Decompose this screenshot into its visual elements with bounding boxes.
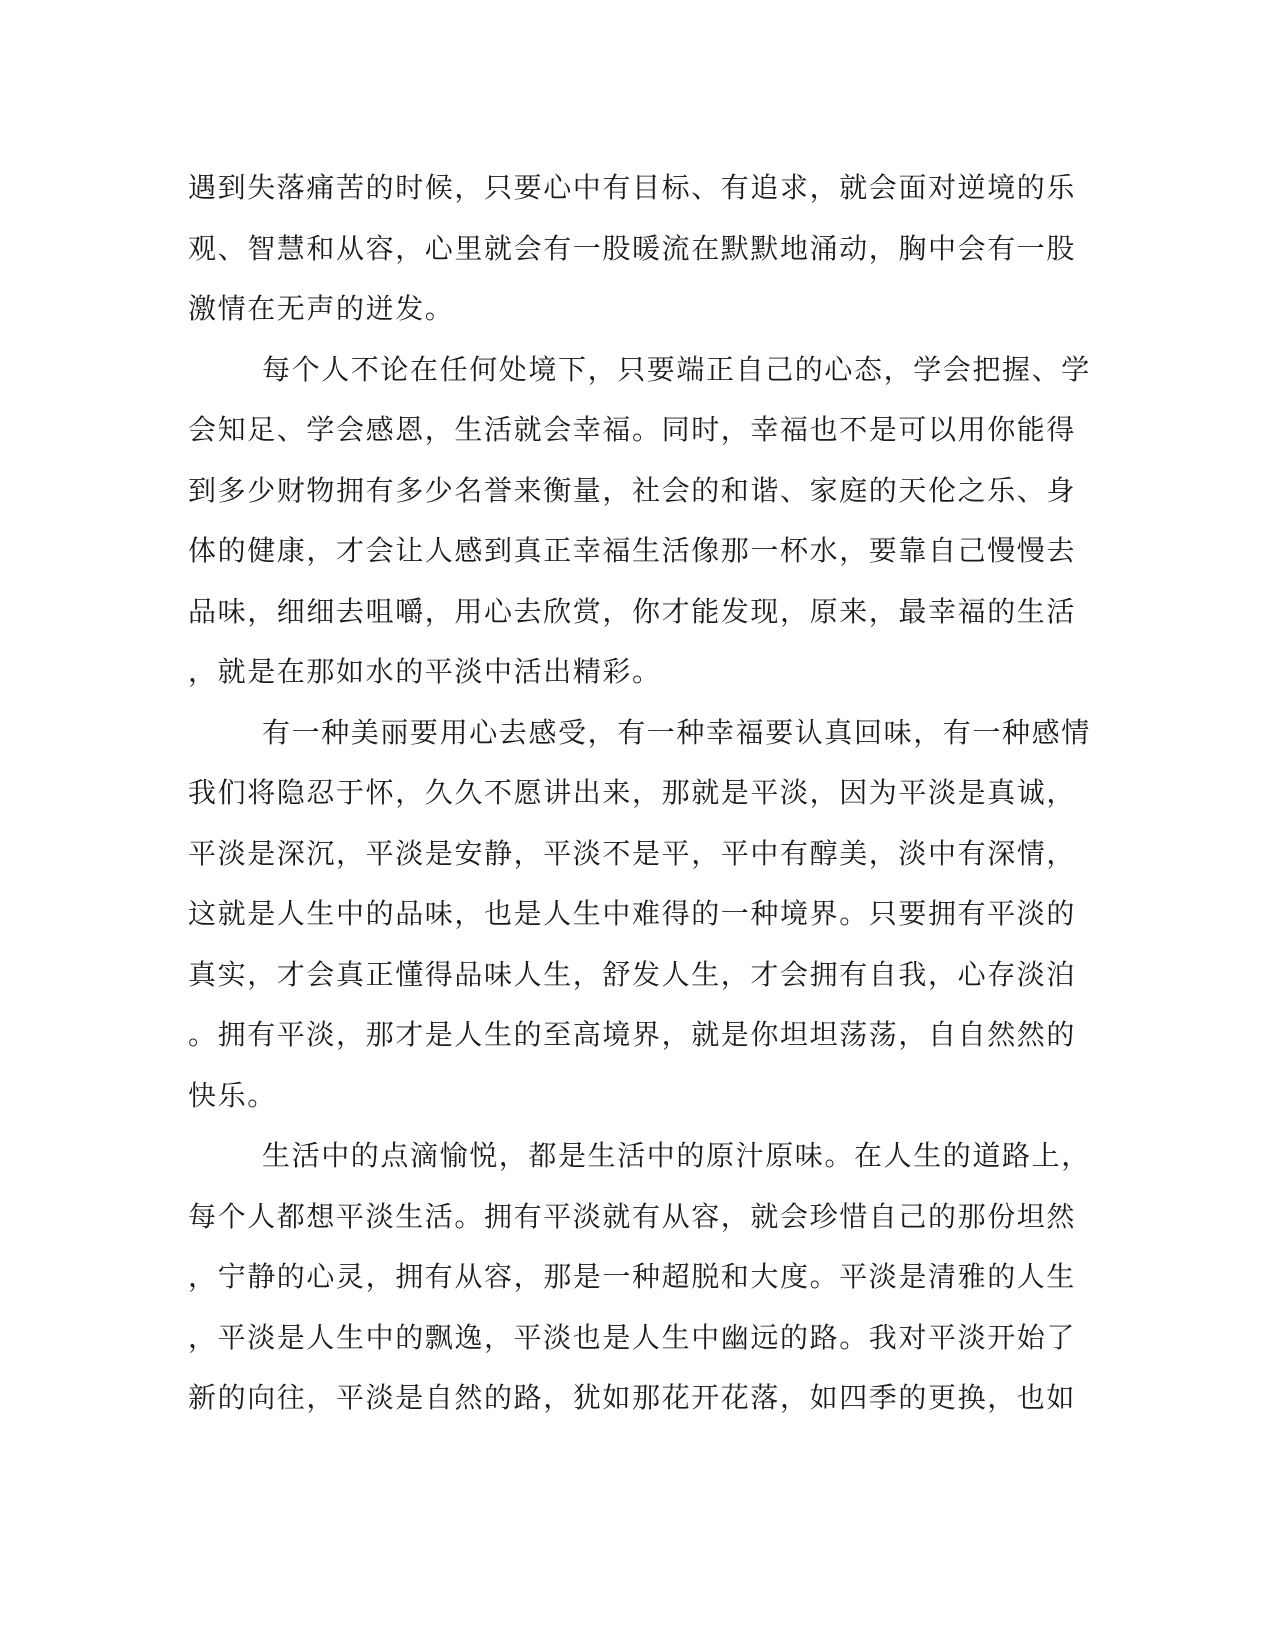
text-line: 新的向往，平淡是自然的路，犹如那花开花落，如四季的更换，也如 bbox=[188, 1381, 1077, 1414]
text-line: 观、智慧和从容，心里就会有一股暖流在默默地涌动，胸中会有一股 bbox=[188, 231, 1077, 265]
text-line: 真实，才会真正懂得品味人生，舒发人生，才会拥有自我，心存淡泊 bbox=[188, 957, 1077, 991]
body-text bbox=[188, 158, 1091, 1429]
text-line: ，宁静的心灵，拥有从容，那是一种超脱和大度。平淡是清雅的人生 bbox=[188, 1260, 1077, 1293]
text-line: 品味，细细去咀嚼，用心去欣赏，你才能发现，原来，最幸福的生活 bbox=[188, 594, 1077, 628]
text-line: ，平淡是人生中的飘逸，平淡也是人生中幽远的路。我对平淡开始了 bbox=[188, 1320, 1077, 1354]
text-line: 。拥有平淡，那才是人生的至高境界，就是你坦坦荡荡，自自然然的 bbox=[188, 1018, 1077, 1051]
paragraph-3 bbox=[188, 703, 1091, 1127]
text-line: 生活中的点滴愉悦，都是生活中的原汁原味。在人生的道路上， bbox=[262, 1139, 1091, 1172]
text-line: 体的健康，才会让人感到真正幸福生活像那一杯水，要靠自己慢慢去 bbox=[188, 534, 1077, 567]
paragraph-1 bbox=[188, 158, 1077, 340]
text-line: 激情在无声的迸发。 bbox=[188, 292, 455, 325]
text-line: 会知足、学会感恩，生活就会幸福。同时，幸福也不是可以用你能得 bbox=[188, 413, 1077, 446]
text-line: 我们将隐忍于怀，久久不愿讲出来，那就是平淡，因为平淡是真诚， bbox=[188, 776, 1077, 809]
text-line: 有一种美丽要用心去感受，有一种幸福要认真回味，有一种感情 bbox=[262, 715, 1091, 749]
text-line: 每个人都想平淡生活。拥有平淡就有从容，就会珍惜自己的那份坦然 bbox=[188, 1199, 1077, 1233]
text-line: 到多少财物拥有多少名誉来衡量，社会的和谐、家庭的天伦之乐、身 bbox=[188, 473, 1077, 507]
text-line: ，就是在那如水的平淡中活出精彩。 bbox=[188, 655, 662, 688]
text-line: 快乐。 bbox=[188, 1078, 277, 1112]
text-line: 平淡是深沉，平淡是安静，平淡不是平，平中有醇美，淡中有深情， bbox=[188, 836, 1077, 870]
paragraph-4 bbox=[188, 1126, 1091, 1429]
text-line: 每个人不论在任何处境下，只要端正自己的心态，学会把握、学 bbox=[262, 352, 1091, 386]
text-line: 遇到失落痛苦的时候，只要心中有目标、有追求，就会面对逆境的乐 bbox=[188, 171, 1077, 204]
paragraph-2 bbox=[188, 340, 1091, 703]
text-line: 这就是人生中的品味，也是人生中难得的一种境界。只要拥有平淡的 bbox=[188, 897, 1077, 930]
